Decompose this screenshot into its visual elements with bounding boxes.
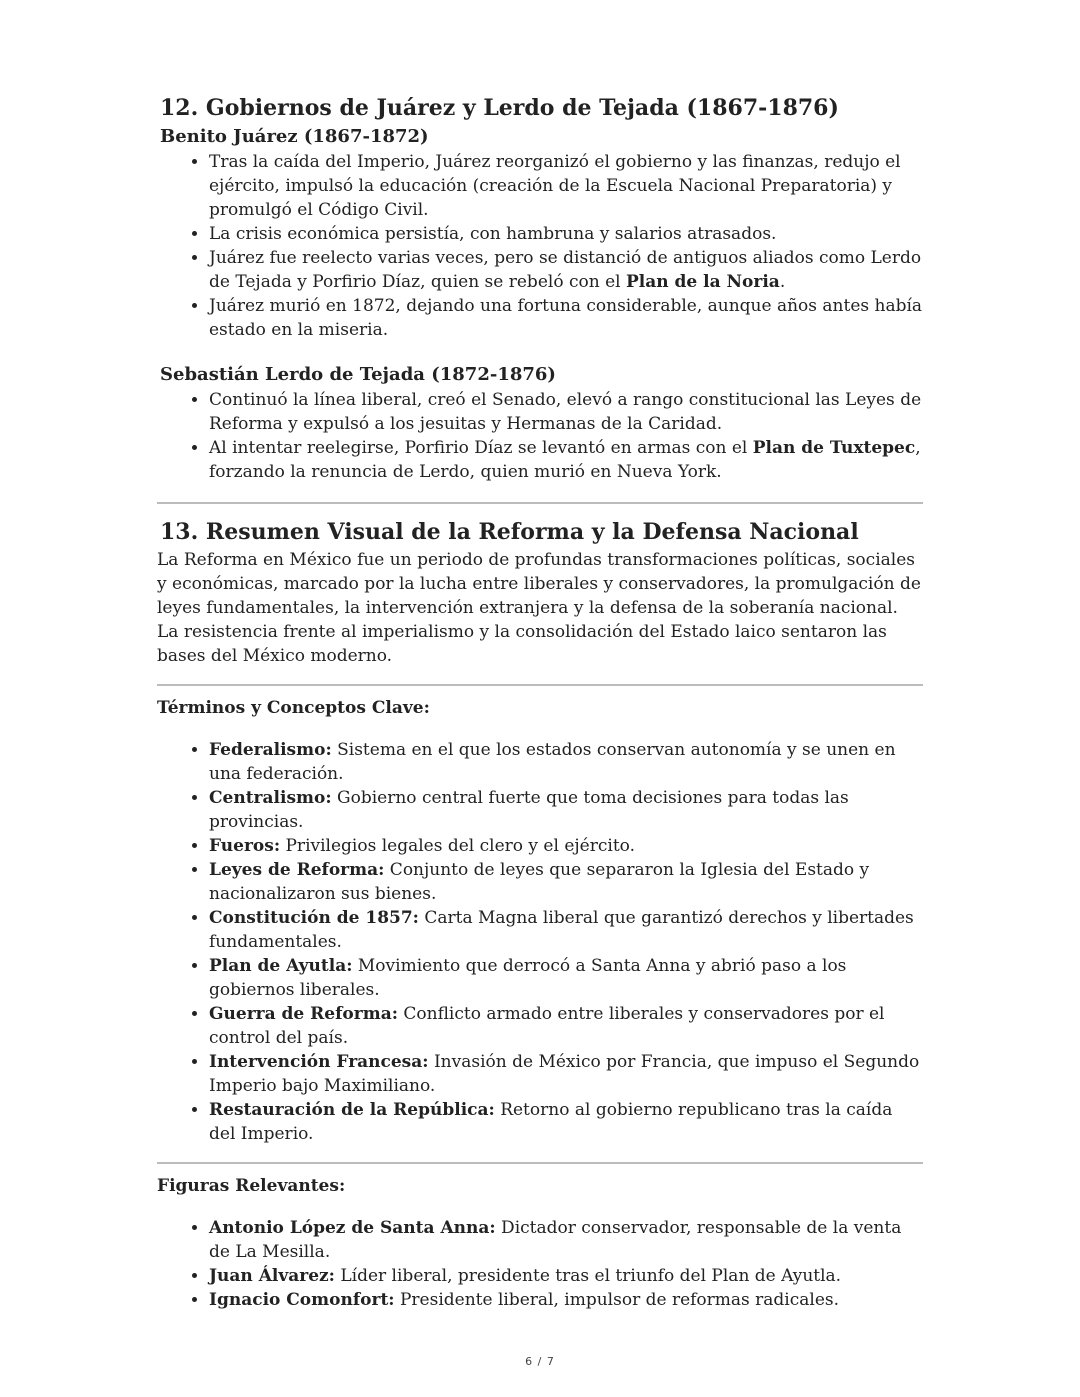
term: Plan de Ayutla: xyxy=(209,956,353,976)
list-item xyxy=(209,738,923,786)
term: Federalismo: xyxy=(209,740,332,760)
lerdo-heading: Sebastián Lerdo de Tejada (1872-1876) xyxy=(160,364,556,385)
list-item xyxy=(209,150,923,222)
term: Intervención Francesa: xyxy=(209,1052,429,1072)
list-item-text: La crisis económica persistía, con hambruna y salarios atrasados. xyxy=(209,224,777,244)
figures-list xyxy=(157,1216,923,1312)
list-item xyxy=(209,954,923,1002)
figure-name: Ignacio Comonfort: xyxy=(209,1290,395,1310)
juarez-list xyxy=(157,150,923,342)
page-number: 6 / 7 xyxy=(525,1355,555,1368)
juarez-heading: Benito Juárez (1867-1872) xyxy=(160,126,429,147)
section-12-title: 12. Gobiernos de Juárez y Lerdo de Tejada (1867-1876) xyxy=(160,95,839,121)
definition: Sistema en el que los estados conservan autonomía y se unen en una federación. xyxy=(209,740,896,784)
list-item xyxy=(209,1264,923,1288)
figure-name: Antonio López de Santa Anna: xyxy=(209,1218,496,1238)
definition: Gobierno central fuerte que toma decisiones para todas las provincias. xyxy=(209,788,849,832)
terms-list xyxy=(157,738,923,1146)
list-item xyxy=(209,834,923,858)
definition: Líder liberal, presidente tras el triunfo del Plan de Ayutla. xyxy=(334,1266,842,1286)
definition: Invasión de México por Francia, que impuso el Segundo Imperio bajo Maximiliano. xyxy=(209,1052,920,1096)
list-item xyxy=(209,1050,923,1098)
definition: Dictador conservador, responsable de la venta de La Mesilla. xyxy=(209,1218,902,1262)
term: Constitución de 1857: xyxy=(209,908,419,928)
list-item-text: Juárez murió en 1872, dejando una fortuna considerable, aunque años antes había estado en la miseria. xyxy=(209,296,923,340)
list-item xyxy=(209,858,923,906)
figures-label: Figuras Relevantes: xyxy=(157,1176,346,1196)
plan-de-tuxtepec: Plan de Tuxtepec xyxy=(752,438,916,458)
definition: Retorno al gobierno republicano tras la caída del Imperio. xyxy=(209,1100,893,1144)
term: Guerra de Reforma: xyxy=(209,1004,398,1024)
list-item xyxy=(209,906,923,954)
page-content xyxy=(157,92,923,1312)
term: Fueros: xyxy=(209,836,281,856)
list-item xyxy=(209,1098,923,1146)
list-item-text: Continuó la línea liberal, creó el Senado, elevó a rango constitucional las Leyes de Reforma y expulsó a los jesuitas y Hermanas de la Caridad. xyxy=(209,390,922,434)
figure-name: Juan Álvarez: xyxy=(209,1266,335,1286)
list-item xyxy=(209,436,923,484)
term: Restauración de la República: xyxy=(209,1100,495,1120)
term: Leyes de Reforma: xyxy=(209,860,385,880)
list-item-text: , forzando la renuncia de Lerdo, quien murió en Nueva York. xyxy=(209,438,921,482)
terms-label: Términos y Conceptos Clave: xyxy=(157,698,430,718)
section-13-title: 13. Resumen Visual de la Reforma y la Defensa Nacional xyxy=(160,519,859,545)
definition: Presidente liberal, impulsor de reformas radicales. xyxy=(394,1290,840,1310)
list-item-text: Al intentar reelegirse, Porfirio Díaz se levantó en armas con el xyxy=(209,438,753,458)
list-item xyxy=(209,246,923,294)
summary-paragraph: La Reforma en México fue un periodo de profundas transformaciones políticas, sociales y económicas, marcado por la lucha entre liberales y conservadores, la promulgación de leyes fundamentales, la intervención extranjera y la defensa de la soberanía nacional. La resistencia frente al imperialismo y la consolidación del Estado laico sentaron las bases del México moderno. xyxy=(157,550,921,666)
lerdo-list xyxy=(157,388,923,484)
definition: Conflicto armado entre liberales y conservadores por el control del país. xyxy=(209,1004,885,1048)
definition: Conjunto de leyes que separaron la Iglesia del Estado y nacionalizaron sus bienes. xyxy=(209,860,870,904)
list-item xyxy=(209,1288,923,1312)
list-item-text: Juárez fue reelecto varias veces, pero se distanció de antiguos aliados como Lerdo de Tejada y Porfirio Díaz, quien se rebeló con el xyxy=(209,248,922,292)
list-item xyxy=(209,1002,923,1050)
definition: Privilegios legales del clero y el ejército. xyxy=(280,836,635,856)
term: Centralismo: xyxy=(209,788,332,808)
list-item-text: . xyxy=(779,272,786,292)
list-item xyxy=(209,294,923,342)
list-item xyxy=(209,222,923,246)
definition: Movimiento que derrocó a Santa Anna y abrió paso a los gobiernos liberales. xyxy=(209,956,847,1000)
list-item xyxy=(209,1216,923,1264)
list-item-text: Tras la caída del Imperio, Juárez reorganizó el gobierno y las finanzas, redujo el ejército, impulsó la educación (creación de la Escuela Nacional Preparatoria) y promulgó el Código Civil. xyxy=(209,152,901,220)
definition: Carta Magna liberal que garantizó derechos y libertades fundamentales. xyxy=(209,908,914,952)
list-item xyxy=(209,388,923,436)
plan-de-la-noria: Plan de la Noria xyxy=(625,272,780,292)
list-item xyxy=(209,786,923,834)
